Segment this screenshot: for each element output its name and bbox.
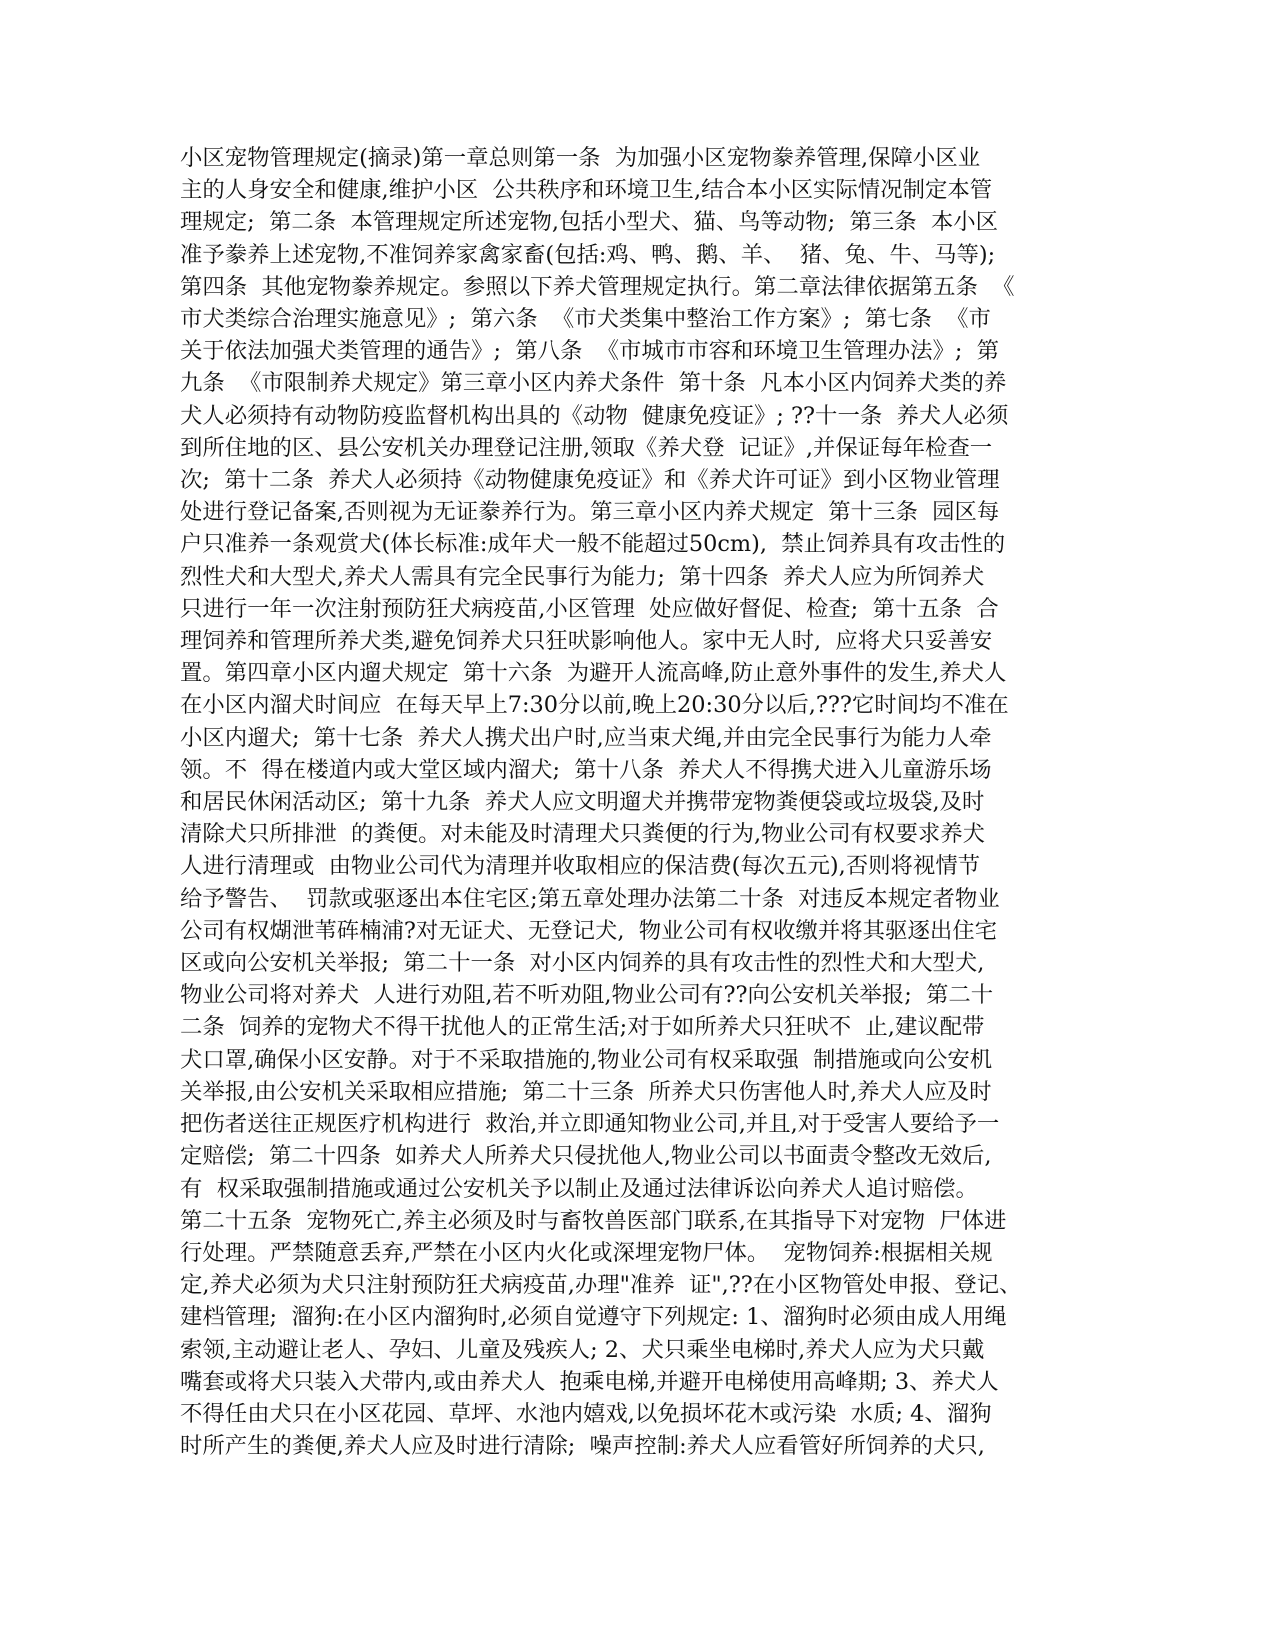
document-body-text: 小区宠物管理规定(摘录)第一章总则第一条 为加强小区宠物豢养管理,保障小区业 主的人身安全和健康,维护小区 公共秩序和环境卫生,结合本小区实际情况制定本管 理规定; 第二条 本管理规定所述宠物,包括小型犬、猫、鸟等动物; 第三条 本小区 准予豢养上述宠物,不准饲养家禽家畜(包括:鸡、鸭、鹅、羊、 猪、兔、牛、马等); 第四条 其他宠物豢养规定。参照以下养犬管理规定执行。第二章法律依据第五条 《 市犬类综合治理实施意见》; 第六条 《市犬类集中整治工作方案》; 第七条 《市 关于依法加强犬类管理的通告》; 第八条 《市城市市容和环境卫生管理办法》; 第 九条 《市限制养犬规定》第三章小区内养犬条件 第十条 凡本小区内饲养犬类的养 犬人必须持有动物防疫监督机构出具的《动物 健康免疫证》; ??十一条 养犬人必须 到所住地的区、县公安机关办理登记注册,领取《养犬登 记证》,并保证每年检查一 次; 第十二条 养犬人必须持《动物健康免疫证》和《养犬许可证》到小区物业管理 处进行登记备案,否则视为无证豢养行为。第三章小区内养犬规定 第十三条 园区每 户只准养一条观赏犬(体长标准:成年犬一般不能超过50cm), 禁止饲养具有攻击性的 烈性犬和大型犬,养犬人需具有完全民事行为能力; 第十四条 养犬人应为所饲养犬 只进行一年一次注射预防狂犬病疫苗,小区管理 处应做好督促、检查; 第十五条 合 理饲养和管理所养犬类,避免饲养犬只狂吠影响他人。家中无人时, 应将犬只妥善安 置。第四章小区内遛犬规定 第十六条 为避开人流高峰,防止意外事件的发生,养犬人 在小区内溜犬时间应 在每天早上7:30分以前,晚上20:30分以后,???它时间均不准在 小区内遛犬; 第十七条 养犬人携犬出户时,应当束犬绳,并由完全民事行为能力人牵 领。不 得在楼道内或大堂区域内溜犬; 第十八条 养犬人不得携犬进入儿童游乐场 和居民休闲活动区; 第十九条 养犬人应文明遛犬并携带宠物粪便袋或垃圾袋,及时 清除犬只所排泄 的粪便。对未能及时清理犬只粪便的行为,物业公司有权要求养犬 人进行清理或 由物业公司代为清理并收取相应的保洁费(每次五元),否则将视情节 给予警告、 罚款或驱逐出本住宅区;第五章处理办法第二十条 对违反本规定者物业 公司有权煳泄苇砗楠浦?对无证犬、无登记犬, 物业公司有权收缴并将其驱逐出住宅 区或向公安机关举报; 第二十一条 对小区内饲养的具有攻击性的烈性犬和大型犬, 物业公司将对养犬 人进行劝阻,若不听劝阻,物业公司有??向公安机关举报; 第二十 二条 饲养的宠物犬不得干扰他人的正常生活;对于如所养犬只狂吠不 止,建议配带 犬口罩,确保小区安静。对于不采取措施的,物业公司有权采取强 制措施或向公安机 关举报,由公安机关采取相应措施; 第二十三条 所养犬只伤害他人时,养犬人应及时 把伤者送往正规医疗机构进行 救治,并立即通知物业公司,并且,对于受害人要给予一 定赔偿; 第二十四条 如养犬人所养犬只侵扰他人,物业公司以书面责令整改无效后, 有 权采取强制措施或通过公安机关予以制止及通过法律诉讼向养犬人追讨赔偿。 第二十五条 宠物死亡,养主必须及时与畜牧兽医部门联系,在其指导下对宠物 尸体进 行处理。严禁随意丢弃,严禁在小区内火化或深埋宠物尸体。 宠物饲养:根据相关规 定,养犬必须为犬只注射预防狂犬病疫苗,办理"准养 证",??在小区物管处申报、登记、 建档管理; 溜狗:在小区内溜狗时,必须自觉遵守下列规定: 1、溜狗时必须由成人用绳 索领,主动避让老人、孕妇、儿童及残疾人; 2、犬只乘坐电梯时,养犬人应为犬只戴 嘴套或将犬只装入犬带内,或由养犬人 抱乘电梯,并避开电梯使用高峰期; 3、养犬人 不得任由犬只在小区花园、草坪、水池内嬉戏,以免损坏花木或污染 水质; 4、溜狗 时所产生的粪便,养犬人应及时进行清除; 噪声控制:养犬人应看管好所饲养的犬只, (180, 145, 1022, 1460)
document-page (180, 142, 1048, 1542)
